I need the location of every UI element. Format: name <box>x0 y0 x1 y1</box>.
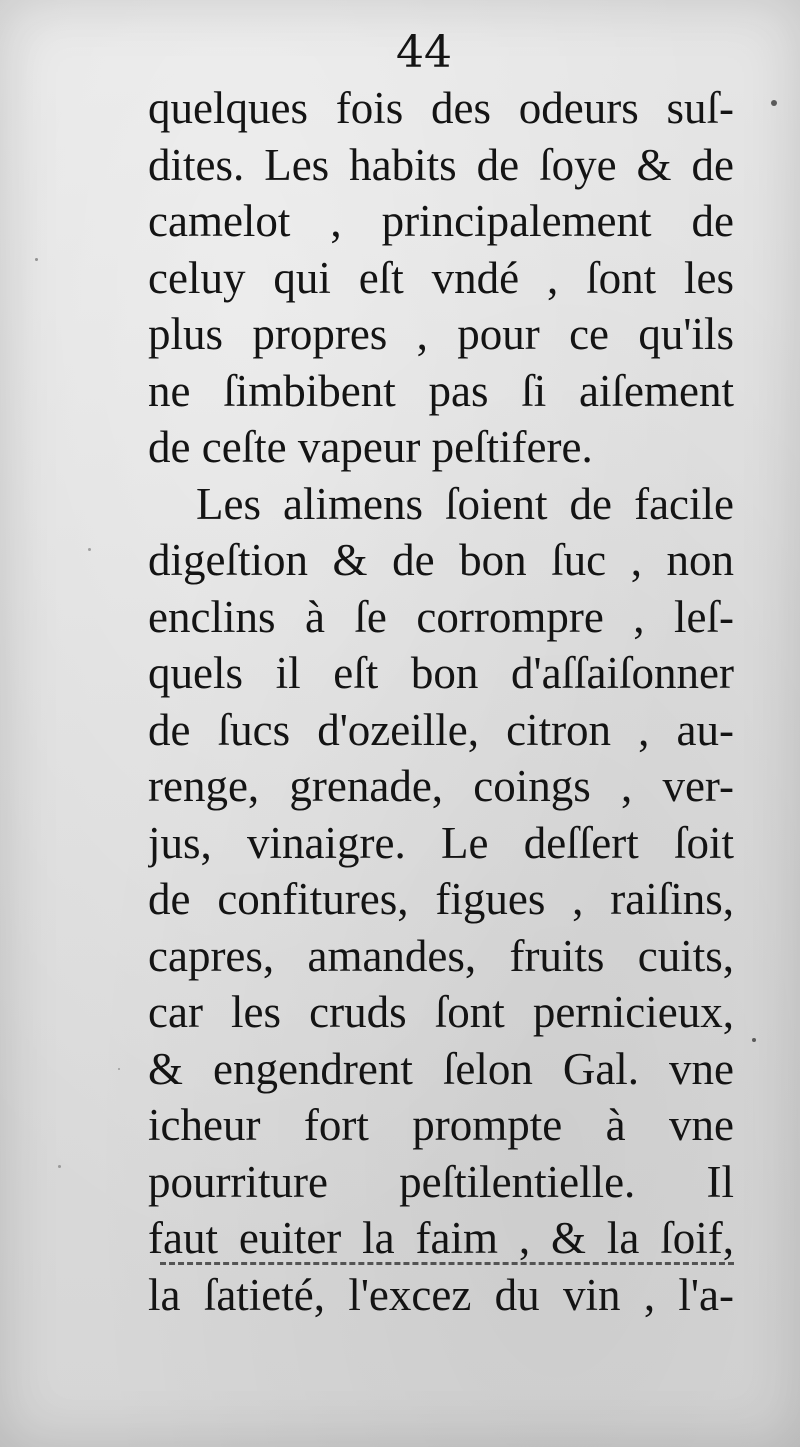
text-line: jus, vinaigre. Le deſſert ſoit <box>148 817 734 868</box>
text-line: capres, amandes, fruits cuits, <box>148 930 734 981</box>
page-number: 44 <box>396 27 452 78</box>
text-line: de confitures, figues , raiſins, <box>148 874 734 924</box>
ink-speck <box>118 1068 120 1070</box>
text-line: enclins à ſe corrompre , leſ- <box>148 591 734 642</box>
footer-dashed-rule <box>160 1262 734 1265</box>
text-line: camelot , principalement de <box>148 196 734 246</box>
text-line: car les cruds ſont pernicieux, <box>148 987 734 1037</box>
text-line: dites. Les habits de ſoye & de <box>148 139 734 190</box>
text-line: faut euiter la faim , & la ſoif, <box>148 1213 734 1263</box>
ink-speck <box>752 1038 756 1042</box>
text-line: de ſucs d'ozeille, citron , au- <box>148 704 734 755</box>
paragraph-first-line: Les alimens ſoient de facile <box>196 478 734 529</box>
ink-speck <box>88 548 91 551</box>
paragraph-end-line: de ceſte vapeur peſtifere. <box>148 422 593 472</box>
text-line: renge, grenade, coings , ver- <box>148 761 734 811</box>
ink-speck <box>58 1165 61 1168</box>
text-line: & engendrent ſelon Gal. vne <box>148 1043 734 1094</box>
text-line: pourriture peſtilentielle. Il <box>148 1156 734 1207</box>
text-line: digeſtion & de bon ſuc , non <box>148 535 734 585</box>
text-line: plus propres , pour ce qu'ils <box>148 309 734 359</box>
ink-speck <box>35 258 38 261</box>
ink-speck <box>771 100 777 106</box>
text-line: la ſatieté, l'excez du vin , l'a- <box>148 1269 734 1320</box>
text-line: celuy qui eſt vndé , ſont les <box>148 252 734 303</box>
text-line: quelques fois des odeurs suſ- <box>148 83 734 133</box>
body-text <box>148 80 734 1323</box>
text-line: icheur fort prompte à vne <box>148 1100 734 1150</box>
text-line: ne ſimbibent pas ſi aiſement <box>148 365 734 416</box>
text-line: quels il eſt bon d'aſſaiſonner <box>148 648 734 698</box>
